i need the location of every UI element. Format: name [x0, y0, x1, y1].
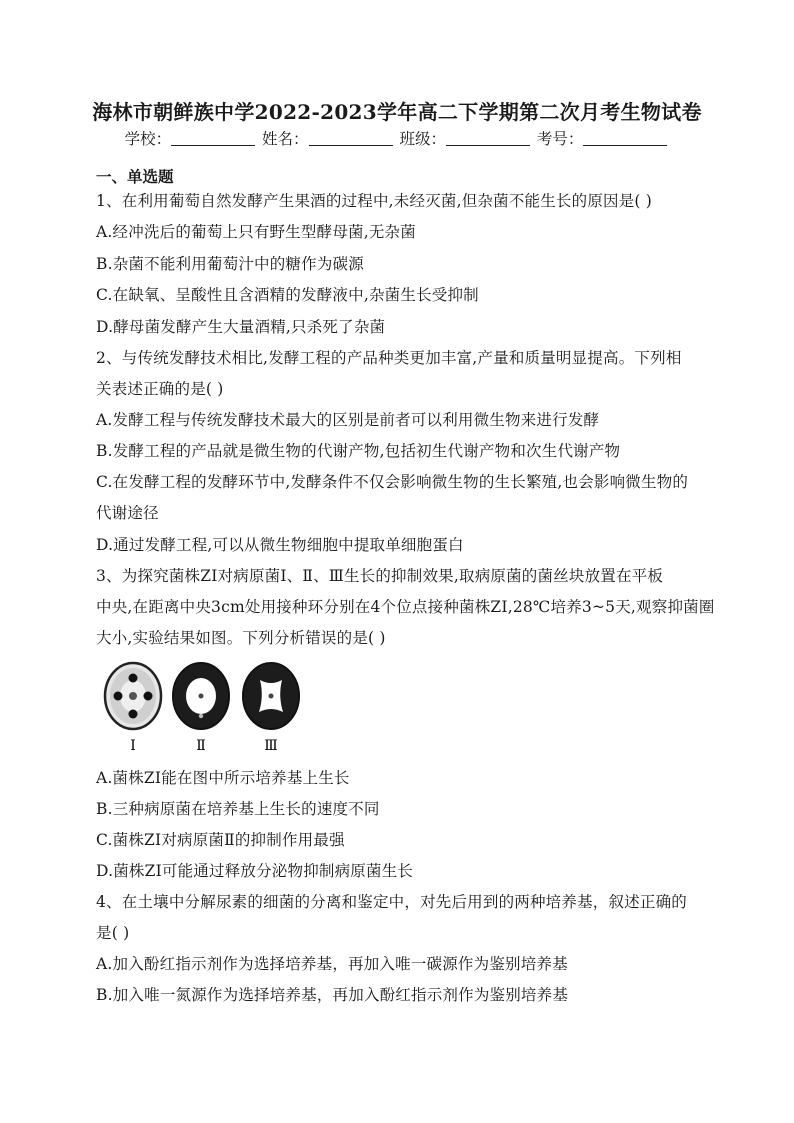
q1-stem: 1、在利用葡萄自然发酵产生果酒的过程中,未经灭菌,但杂菌不能生长的原因是( ) [96, 192, 653, 210]
q1-option-a: A.经冲洗后的葡萄上只有野生型酵母菌,无杂菌 [96, 223, 416, 241]
q3-stem-line3: 大小,实验结果如图。下列分析错误的是( ) [96, 629, 386, 647]
exam-number-label: 考号： [536, 130, 584, 148]
q1-option-c: C.在缺氧、呈酸性且含酒精的发酵液中,杂菌生长受抑制 [96, 286, 479, 304]
name-blank[interactable] [309, 131, 393, 146]
plate-2-label: Ⅱ [196, 738, 206, 754]
name-label: 姓名： [262, 130, 309, 148]
student-info-line [0, 127, 794, 149]
school-label: 学校： [124, 130, 172, 148]
q3-option-a: A.菌株ZI能在图中所示培养基上生长 [96, 769, 350, 787]
section-title: 一、单选题 [96, 167, 174, 186]
q3-option-c: C.菌株ZI对病原菌Ⅱ的抑制作用最强 [96, 831, 345, 849]
q3-stem-line2: 中央,在距离中央3cm处用接种环分别在4个位点接种菌株ZI,28℃培养3~5天,观察抑菌圈 [96, 598, 715, 616]
school-blank[interactable] [171, 131, 255, 146]
q2-option-c-cont: 代谢途径 [96, 504, 159, 522]
q2-option-c: C.在发酵工程的发酵环节中,发酵条件不仅会影响微生物的生长繁殖,也会影响微生物的 [96, 473, 689, 491]
q4-stem-line2: 是( ) [96, 924, 130, 942]
q3-option-b: B.三种病原菌在培养基上生长的速度不同 [96, 800, 380, 818]
q3-stem-line1: 3、为探究菌株ZI对病原菌Ⅰ、Ⅱ、Ⅲ生长的抑制效果,取病原菌的菌丝块放置在平板 [96, 567, 664, 585]
q1-option-b: B.杂菌不能利用葡萄汁中的糖作为碳源 [96, 255, 364, 273]
plate-1 [105, 663, 161, 729]
plate-1-label: Ⅰ [130, 738, 136, 754]
q4-stem-line1: 4、在土壤中分解尿素的细菌的分离和鉴定中，对先后用到的两种培养基，叙述正确的 [96, 893, 687, 911]
q2-option-d: D.通过发酵工程,可以从微生物细胞中提取单细胞蛋白 [96, 536, 464, 554]
q2-stem-line1: 2、与传统发酵技术相比,发酵工程的产品种类更加丰富,产量和质量明显提高。下列相 [96, 349, 682, 367]
q2-stem-line2: 关表述正确的是( ) [96, 380, 224, 398]
culture-plates-figure [100, 656, 310, 756]
plate-2 [173, 663, 229, 729]
class-blank[interactable] [446, 131, 530, 146]
plate-3-label: Ⅲ [264, 738, 278, 754]
q2-option-a: A.发酵工程与传统发酵技术最大的区别是前者可以利用微生物来进行发酵 [96, 411, 600, 429]
q1-option-d: D.酵母菌发酵产生大量酒精,只杀死了杂菌 [96, 318, 386, 336]
q3-option-d: D.菌株ZI可能通过释放分泌物抑制病原菌生长 [96, 862, 414, 880]
class-label: 班级： [399, 130, 446, 148]
q4-option-b: B.加入唯一氮源作为选择培养基，再加入酚红指示剂作为鉴别培养基 [96, 986, 569, 1004]
plate-3 [243, 663, 299, 729]
q4-option-a: A.加入酚红指示剂作为选择培养基，再加入唯一碳源作为鉴别培养基 [96, 955, 568, 973]
exam-title: 海林市朝鲜族中学2022-2023学年高二下学期第二次月考生物试卷 [92, 100, 702, 124]
exam-number-blank[interactable] [583, 131, 667, 146]
q2-option-b: B.发酵工程的产品就是微生物的代谢产物,包括初生代谢产物和次生代谢产物 [96, 442, 621, 460]
